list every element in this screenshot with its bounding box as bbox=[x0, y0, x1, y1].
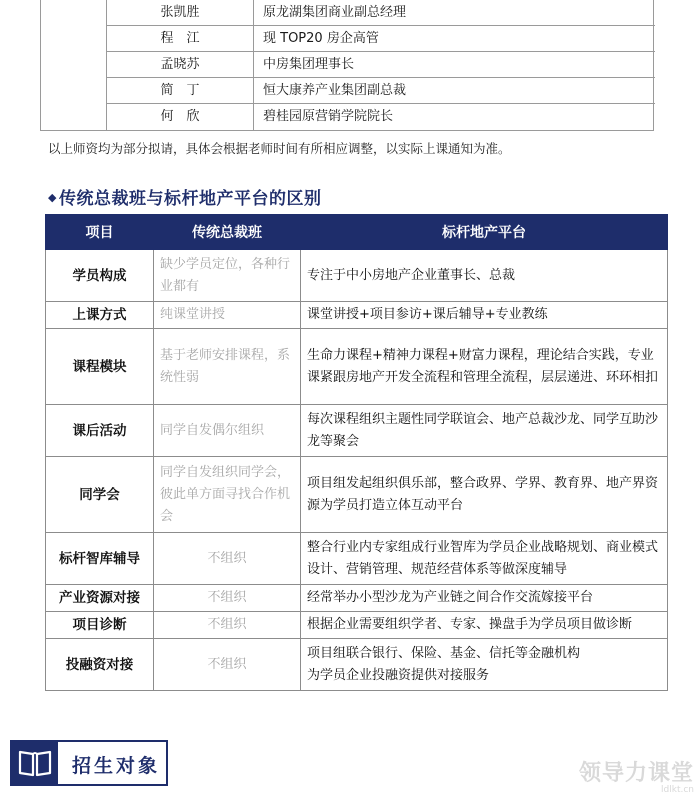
row-item: 项目诊断 bbox=[46, 612, 154, 639]
table-row bbox=[46, 585, 668, 612]
table-row bbox=[46, 533, 668, 585]
row-benchmark: 经常举办小型沙龙为产业链之间合作交流嫁接平台 bbox=[301, 585, 668, 612]
row-item: 标杆智库辅导 bbox=[46, 533, 154, 585]
header-traditional: 传统总裁班 bbox=[154, 215, 301, 250]
table-row bbox=[46, 639, 668, 691]
teacher-title: 中房集团理事长 bbox=[263, 57, 355, 72]
row-traditional: 同学自发偶尔组织 bbox=[154, 405, 301, 457]
teacher-name: 孟晓苏 bbox=[107, 52, 254, 78]
row-benchmark: 生命力课程+精神力课程+财富力课程，理论结合实践，专业课紧跟房地产开发全流程和管理全流程，层层递进、环环相扣 bbox=[301, 329, 668, 405]
section-title bbox=[48, 184, 321, 209]
row-traditional: 不组织 bbox=[154, 639, 301, 691]
section-title-text: 传统总裁班与标杆地产平台的区别 bbox=[58, 189, 322, 209]
row-traditional: 不组织 bbox=[154, 612, 301, 639]
row-item: 同学会 bbox=[46, 457, 154, 533]
row-benchmark: 课堂讲授+项目参访+课后辅导+专业教练 bbox=[301, 302, 668, 329]
table-row bbox=[46, 612, 668, 639]
teacher-table bbox=[40, 0, 654, 131]
teacher-row bbox=[107, 0, 655, 26]
diamond-icon: ◆ bbox=[48, 191, 57, 204]
watermark bbox=[579, 756, 694, 795]
banner-label: 招生对象 bbox=[72, 755, 161, 777]
row-item: 投融资对接 bbox=[46, 639, 154, 691]
row-benchmark: 专注于中小房地产企业董事长、总裁 bbox=[301, 250, 668, 302]
watermark-main: 领导力课堂 bbox=[578, 761, 694, 786]
teacher-name: 张凯胜 bbox=[107, 0, 254, 26]
teacher-title: 恒大康养产业集团副总裁 bbox=[263, 83, 407, 98]
table-row bbox=[46, 302, 668, 329]
row-traditional: 同学自发组织同学会，彼此单方面寻找合作机会 bbox=[154, 457, 301, 533]
watermark-sub: ldlkt.cn bbox=[661, 785, 694, 795]
table-header-row bbox=[46, 215, 668, 250]
benchmark-line: 项目组联合银行、保险、基金、信托等金融机构 bbox=[307, 645, 581, 661]
teacher-row bbox=[107, 52, 655, 78]
row-benchmark: 每次课程组织主题性同学联谊会、地产总裁沙龙、同学互助沙龙等聚会 bbox=[301, 405, 668, 457]
enrollment-banner bbox=[10, 740, 168, 786]
teacher-name: 简 丁 bbox=[107, 78, 254, 104]
row-item: 学员构成 bbox=[46, 250, 154, 302]
table-row bbox=[46, 405, 668, 457]
row-benchmark: 根据企业需要组织学者、专家、操盘手为学员项目做诊断 bbox=[301, 612, 668, 639]
teacher-row bbox=[107, 78, 655, 104]
teacher-row bbox=[107, 104, 655, 131]
table-row bbox=[46, 250, 668, 302]
teacher-title: 现 TOP20 房企高管 bbox=[263, 31, 379, 46]
row-item: 产业资源对接 bbox=[46, 585, 154, 612]
teacher-title: 碧桂园原营销学院院长 bbox=[263, 109, 394, 124]
table-row bbox=[46, 329, 668, 405]
teacher-name: 何 欣 bbox=[107, 104, 254, 130]
row-traditional: 基于老师安排课程，系统性弱 bbox=[154, 329, 301, 405]
row-traditional: 纯课堂讲授 bbox=[154, 302, 301, 329]
benchmark-line: 为学员企业投融资提供对接服务 bbox=[307, 667, 490, 683]
header-benchmark: 标杆地产平台 bbox=[301, 215, 668, 250]
header-item: 项目 bbox=[46, 215, 154, 250]
row-item: 课程模块 bbox=[46, 329, 154, 405]
teacher-table-inner bbox=[106, 0, 654, 131]
teacher-note: 以上师资均为部分拟请，具体会根据老师时间有所相应调整，以实际上课通知为准。 bbox=[48, 141, 511, 156]
row-traditional: 不组织 bbox=[154, 585, 301, 612]
book-icon bbox=[12, 742, 58, 784]
row-benchmark: 项目组发起组织俱乐部，整合政界、学界、教育界、地产界资源为学员打造立体互动平台 bbox=[301, 457, 668, 533]
row-item: 课后活动 bbox=[46, 405, 154, 457]
row-item: 上课方式 bbox=[46, 302, 154, 329]
comparison-table bbox=[45, 214, 668, 691]
teacher-title: 原龙湖集团商业副总经理 bbox=[263, 5, 407, 20]
teacher-name: 程 江 bbox=[107, 26, 254, 52]
row-traditional: 缺少学员定位，各种行业都有 bbox=[154, 250, 301, 302]
teacher-row bbox=[107, 26, 655, 52]
table-row bbox=[46, 457, 668, 533]
row-benchmark: 整合行业内专家组成行业智库为学员企业战略规划、商业模式设计、营销管理、规范经营体系等做深度辅导 bbox=[301, 533, 668, 585]
row-benchmark bbox=[301, 639, 668, 691]
row-traditional: 不组织 bbox=[154, 533, 301, 585]
